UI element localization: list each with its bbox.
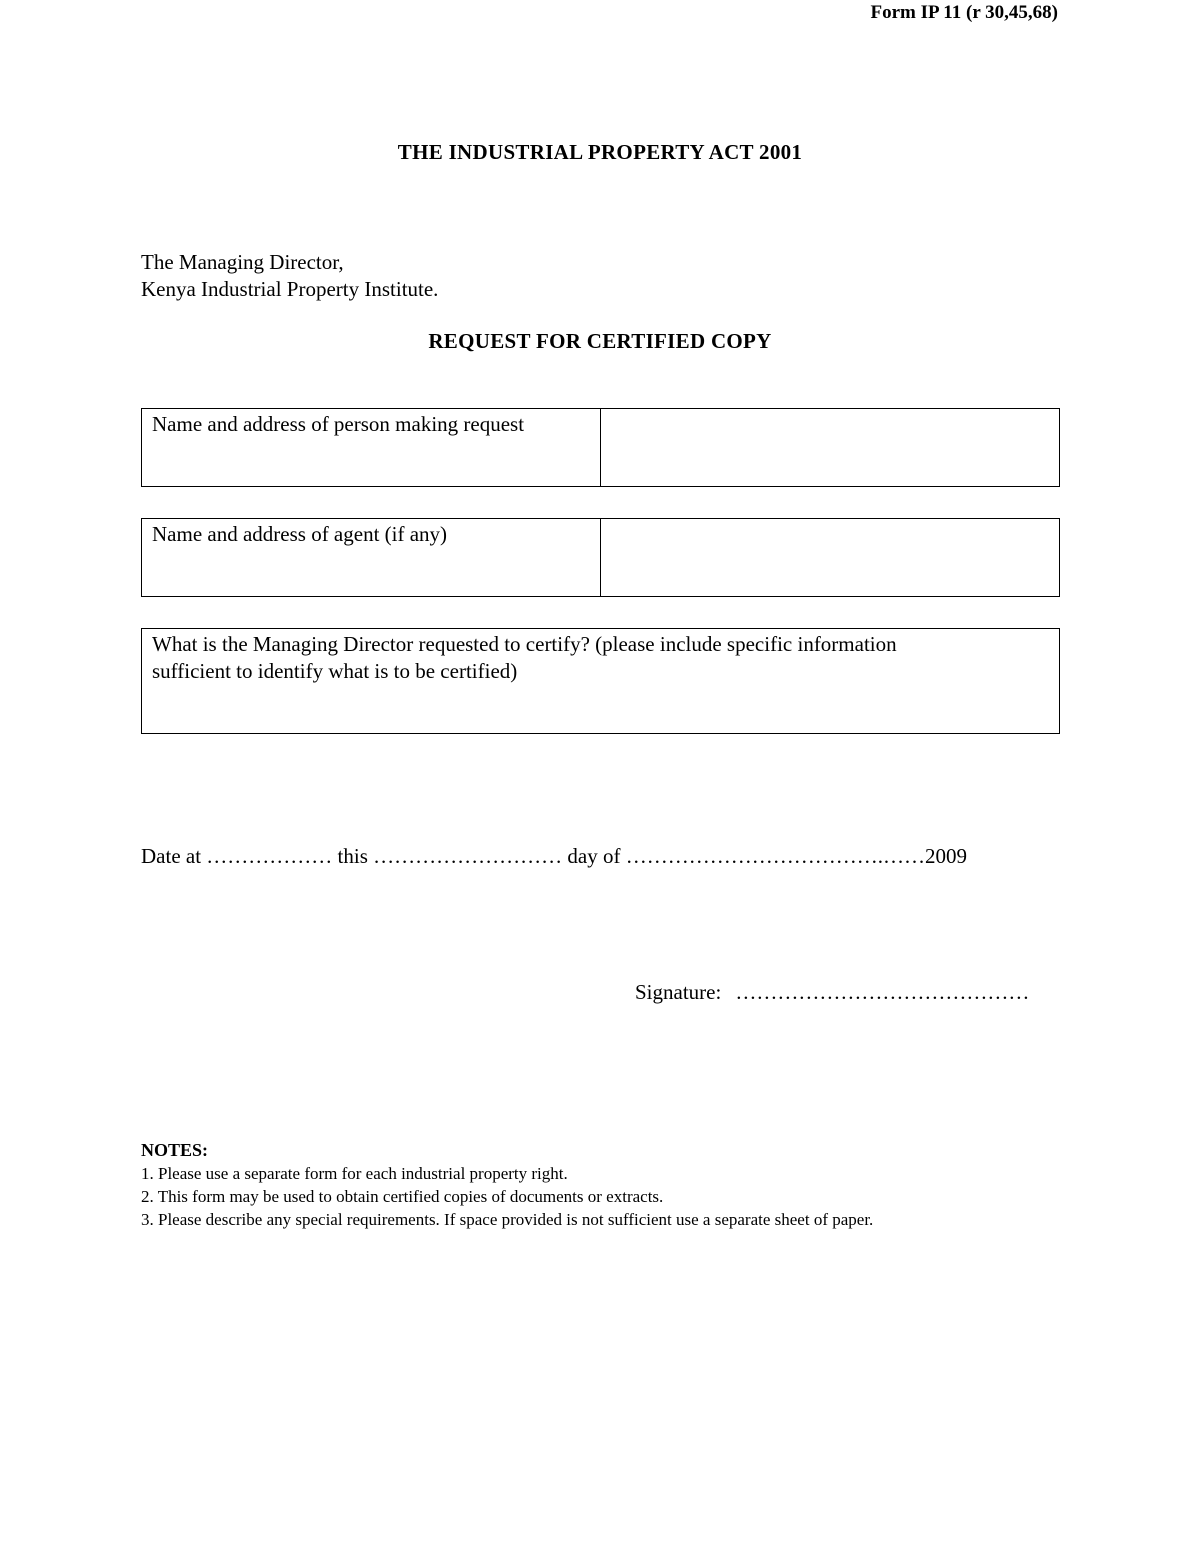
date-line: [141, 844, 1061, 869]
agent-box: [141, 518, 1060, 597]
act-title: THE INDUSTRIAL PROPERTY ACT 2001: [397, 140, 803, 164]
certify-request-box[interactable]: [141, 628, 1060, 734]
signature-field[interactable]: ……………………………………: [735, 980, 1030, 1004]
form-reference: Form IP 11 (r 30,45,68): [870, 2, 1058, 23]
addressee-line-2: Kenya Industrial Property Institute.: [141, 277, 439, 301]
requester-box: [141, 408, 1060, 487]
requester-label: Name and address of person making request: [142, 409, 601, 486]
agent-label: Name and address of agent (if any): [142, 519, 601, 596]
form-title: REQUEST FOR CERTIFIED COPY: [428, 329, 772, 353]
signature-label: Signature:: [635, 980, 722, 1004]
addressee-block: [141, 249, 438, 303]
requester-field[interactable]: [601, 409, 1059, 486]
agent-field[interactable]: [601, 519, 1059, 596]
signature-line: [635, 980, 1029, 1005]
certify-question-line-2: sufficient to identify what is to be certified): [152, 659, 518, 683]
certify-question-line-1: What is the Managing Director requested to certify? (please include specific information: [152, 632, 897, 656]
note-item-2: 2. This form may be used to obtain certified copies of documents or extracts.: [141, 1187, 664, 1206]
note-item-1: 1. Please use a separate form for each industrial property right.: [141, 1164, 568, 1183]
notes-heading: NOTES:: [141, 1140, 209, 1160]
addressee-line-1: The Managing Director,: [141, 250, 344, 274]
date-line-text: Date at ……………… this ……………………… day of ……………………………….……2009: [141, 844, 967, 868]
notes-section: [141, 1139, 873, 1231]
note-item-3: 3. Please describe any special requirements. If space provided is not sufficient use a separate sheet of paper.: [141, 1210, 874, 1229]
